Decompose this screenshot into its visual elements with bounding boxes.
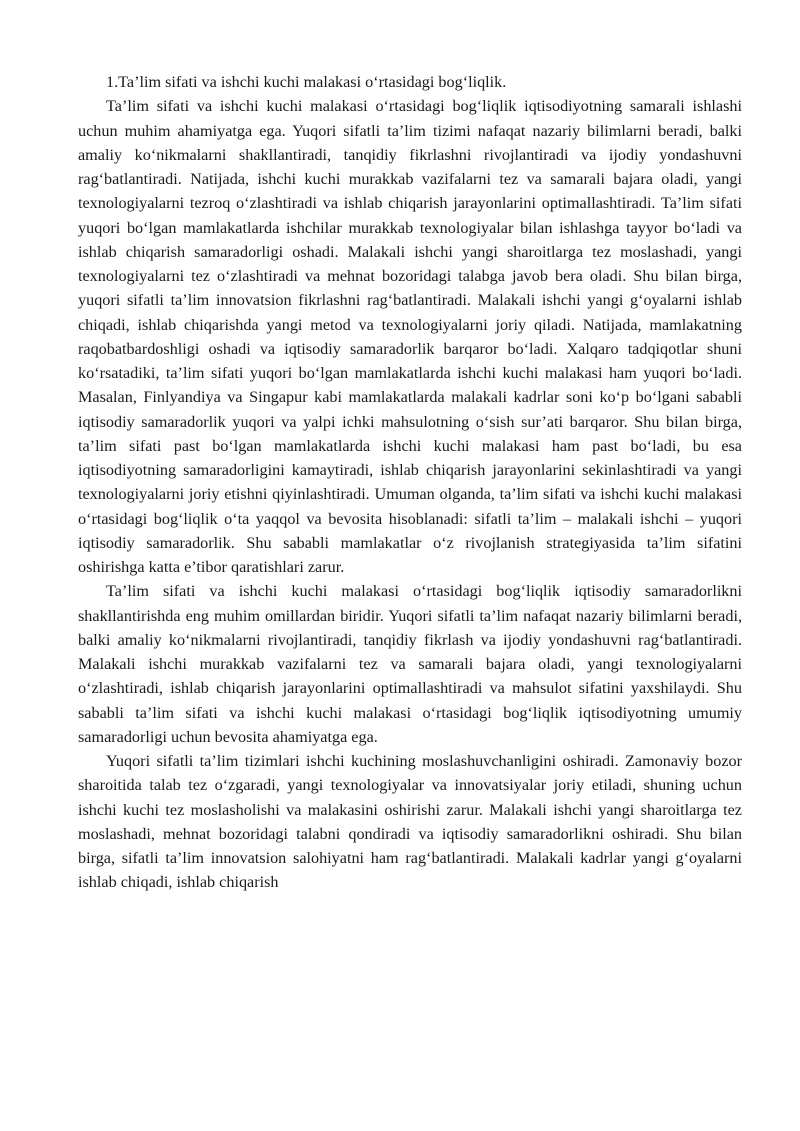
section-heading: 1.Ta’lim sifati va ishchi kuchi malakasi o‘rtasidagi bog‘liqlik.: [106, 73, 507, 91]
paragraph-1: Ta’lim sifati va ishchi kuchi malakasi o‘rtasidagi bog‘liqlik iqtisodiyotning samarali ishlashi uchun muhim ahamiyatga ega. Yuqori sifatli ta’lim tizimi nafaqat nazariy bilimlarni beradi, balki amaliy ko‘nikmalarni shakllantiradi, tanqidiy fikrlashni rivojlantiradi va ijodiy yondashuvni rag‘batlantiradi. Natijada, ishchi kuchi murakkab vazifalarni tez va samarali bajara oladi, yangi texnologiyalarni tezroq o‘zlashtiradi va ishlab chiqarish jarayonlarini optimallashtiradi. Ta’lim sifati yuqori bo‘lgan mamlakatlarda ishchilar murakkab texnologiyalar bilan ishlashga tayyor bo‘ladi va ishlab chiqarish samaradorligi oshadi. Malakali ishchi yangi sharoitlarga tez moslashadi, yangi texnologiyalarni tez o‘zlashtiradi va mehnat bozoridagi talabga javob bera oladi. Shu bilan birga, yuqori sifatli ta’lim innovatsion fikrlashni rag‘batlantiradi. Malakali ishchi yangi g‘oyalarni ishlab chiqadi, ishlab chiqarishda yangi metod va texnologiyalarni joriy qiladi. Natijada, mamlakatning raqobatbardoshligi oshadi va iqtisodiy samaradorlik barqaror bo‘ladi. Xalqaro tadqiqotlar shuni ko‘rsatadiki, ta’lim sifati yuqori bo‘lgan mamlakatlarda ishchi kuchi malakasi ham yuqori bo‘ladi. Masalan, Finlyandiya va Singapur kabi mamlakatlarda malakali kadrlar soni ko‘p bo‘lgani sababli iqtisodiy samaradorlik yuqori va yalpi ichki mahsulotning o‘sish sur’ati barqaror. Shu bilan birga, ta’lim sifati past bo‘lgan mamlakatlarda ishchi kuchi malakasi ham past bo‘ladi, bu esa iqtisodiyotning samaradorligini kamaytiradi, ishlab chiqarish jarayonlarini sekinlashtiradi va yangi texnologiyalarni joriy etishni qiyinlashtiradi. Umuman olganda, ta’lim sifati va ishchi kuchi malakasi o‘rtasidagi bog‘liqlik o‘ta yaqqol va bevosita hisoblanadi: sifatli ta’lim – malakali ishchi – yuqori iqtisodiy samaradorlik. Shu sababli mamlakatlar o‘z rivojlanish strategiyasida ta’lim sifatini oshirishga katta e’tibor qaratishlari zarur.: [78, 97, 742, 576]
document-page: [78, 70, 742, 895]
paragraph-3: Yuqori sifatli ta’lim tizimlari ishchi kuchining moslashuvchanligini oshiradi. Zamonaviy bozor sharoitida talab tez o‘zgaradi, yangi texnologiyalar va innovatsiyalar joriy etiladi, shuning uchun ishchi kuchi tez moslasholishi va malakasini oshirishi zarur. Malakali ishchi yangi sharoitlarga tez moslashadi, mehnat bozoridagi talabni qondiradi va iqtisodiy samaradorlikni oshiradi. Shu bilan birga, sifatli ta’lim innovatsion salohiyatni ham rag‘batlantiradi. Malakali kadrlar yangi g‘oyalarni ishlab chiqadi, ishlab chiqarish: [78, 752, 742, 892]
paragraph-2: Ta’lim sifati va ishchi kuchi malakasi o‘rtasidagi bog‘liqlik iqtisodiy samaradorlikni shakllantirishda eng muhim omillardan biridir. Yuqori sifatli ta’lim nafaqat nazariy bilimlarni beradi, balki amaliy ko‘nikmalarni rivojlantiradi, tanqidiy fikrlash va ijodiy yondashuvni rag‘batlantiradi. Malakali ishchi murakkab vazifalarni tez va samarali bajara oladi, yangi texnologiyalarni o‘zlashtiradi, ishlab chiqarish jarayonlarini optimallashtiradi va mahsulot sifatini yaxshilaydi. Shu sababli ta’lim sifati va ishchi kuchi malakasi o‘rtasidagi bog‘liqlik iqtisodiyotning umumiy samaradorligi uchun bevosita ahamiyatga ega.: [78, 582, 742, 746]
